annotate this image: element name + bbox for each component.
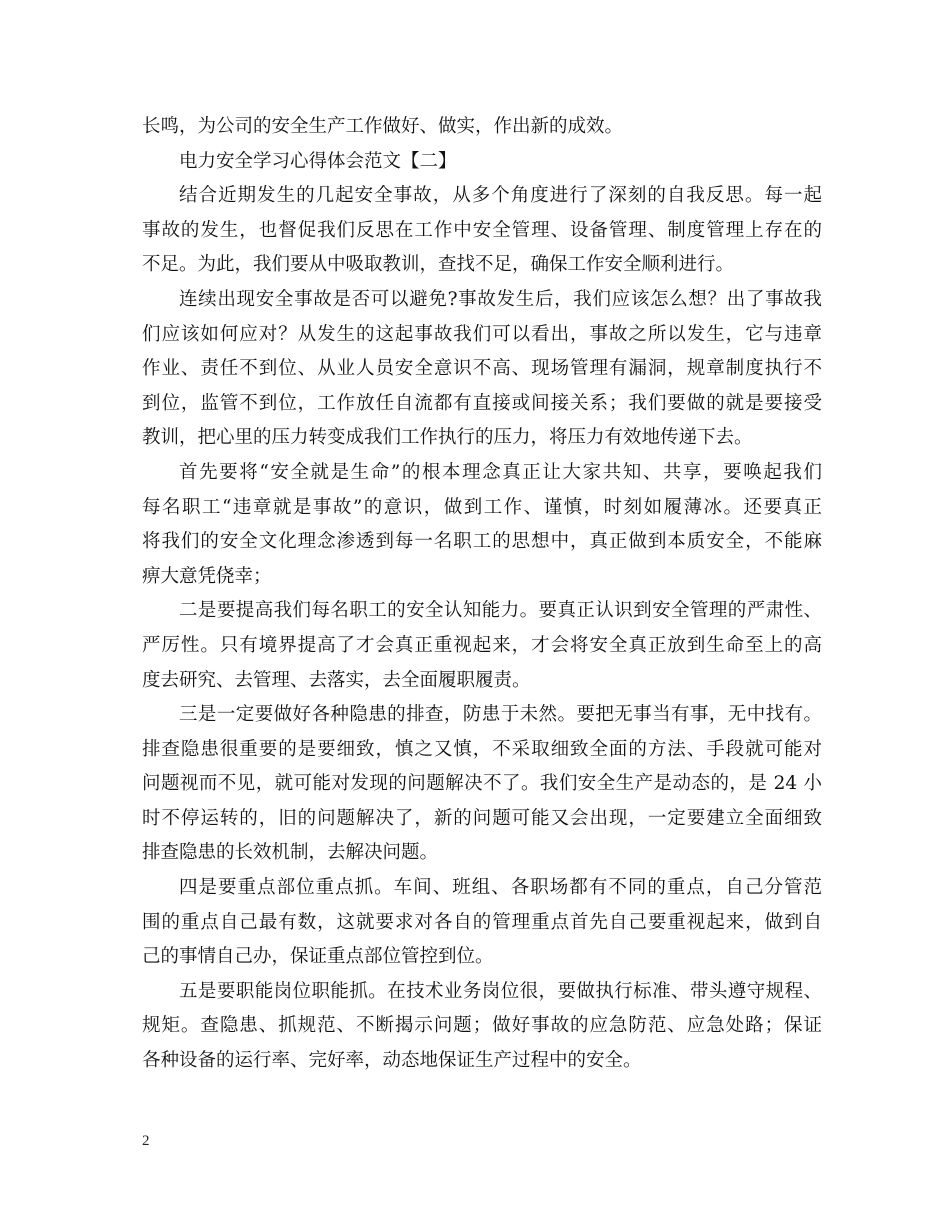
text-line: 三是一定要做好各种隐患的排查，防患于未然。要把无事当有事，无中找有。 <box>179 704 822 726</box>
text-line: 围的重点自己最有数，这就要求对各自的管理重点首先自己要重视起来，做到自 <box>142 911 822 933</box>
text-line: 教训，把心里的压力转变成我们工作执行的压力，将压力有效地传递下去。 <box>142 427 753 449</box>
text-line: 事故的发生，也督促我们反思在工作中安全管理、设备管理、制度管理上存在的 <box>142 219 822 241</box>
text-line: 每名职工“违章就是事故”的意识，做到工作、谨慎，时刻如履薄冰。还要真正 <box>142 496 822 518</box>
text-line: 排查隐患的长效机制，去解决问题。 <box>142 842 439 864</box>
text-line: 痹大意凭侥幸； <box>142 565 272 587</box>
text-line: 四是要重点部位重点抓。车间、班组、各职场都有不同的重点，自己分管范 <box>179 877 822 899</box>
text-line: 长鸣，为公司的安全生产工作做好、做实，作出新的成效。 <box>142 116 624 137</box>
text-line: 到位，监管不到位，工作放任自流都有直接或间接关系；我们要做的就是要接受 <box>142 392 822 414</box>
text-line: 二是要提高我们每名职工的安全认知能力。要真正认识到安全管理的严肃性、 <box>179 600 822 622</box>
text-line: 将我们的安全文化理念渗透到每一名职工的思想中，真正做到本质安全，不能麻 <box>142 531 822 553</box>
text-line: 规矩。查隐患、抓规范、不断揭示问题；做好事故的应急防范、应急处路；保证 <box>142 1015 822 1037</box>
text-line: 问题视而不见，就可能对发现的问题解决不了。我们安全生产是动态的，是 24 小 <box>142 773 822 795</box>
text-line: 时不停运转的，旧的问题解决了，新的问题可能又会出现，一定要建立全面细致 <box>142 807 822 829</box>
text-line: 严厉性。只有境界提高了才会真正重视起来，才会将安全真正放到生命至上的高 <box>142 634 822 656</box>
text-line: 度去研究、去管理、去落实，去全面履职履责。 <box>142 669 531 691</box>
text-line: 们应该如何应对？从发生的这起事故我们可以看出，事故之所以发生，它与违章 <box>142 323 822 345</box>
text-line: 不足。为此，我们要从中吸取教训，查找不足，确保工作安全顺利进行。 <box>142 254 735 276</box>
text-line: 电力安全学习心得体会范文【二】 <box>179 150 457 172</box>
document-body <box>142 110 822 1079</box>
page-number: 2 <box>142 1133 150 1149</box>
text-line: 排查隐患很重要的是要细致，慎之又慎，不采取细致全面的方法、手段就可能对 <box>142 738 822 760</box>
text-line: 连续出现安全事故是否可以避免?事故发生后，我们应该怎么想？出了事故我 <box>179 288 822 310</box>
text-line: 作业、责任不到位、从业人员安全意识不高、现场管理有漏洞，规章制度执行不 <box>142 358 822 380</box>
text-line: 首先要将“安全就是生命”的根本理念真正让大家共知、共享，要唤起我们 <box>179 461 822 483</box>
text-line: 己的事情自己办，保证重点部位管控到位。 <box>142 946 494 968</box>
text-line: 五是要职能岗位职能抓。在技术业务岗位很，要做执行标准、带头遵守规程、 <box>179 980 822 1002</box>
text-line: 各种设备的运行率、完好率，动态地保证生产过程中的安全。 <box>142 1050 642 1072</box>
text-line: 结合近期发生的几起安全事故，从多个角度进行了深刻的自我反思。每一起 <box>179 185 822 207</box>
